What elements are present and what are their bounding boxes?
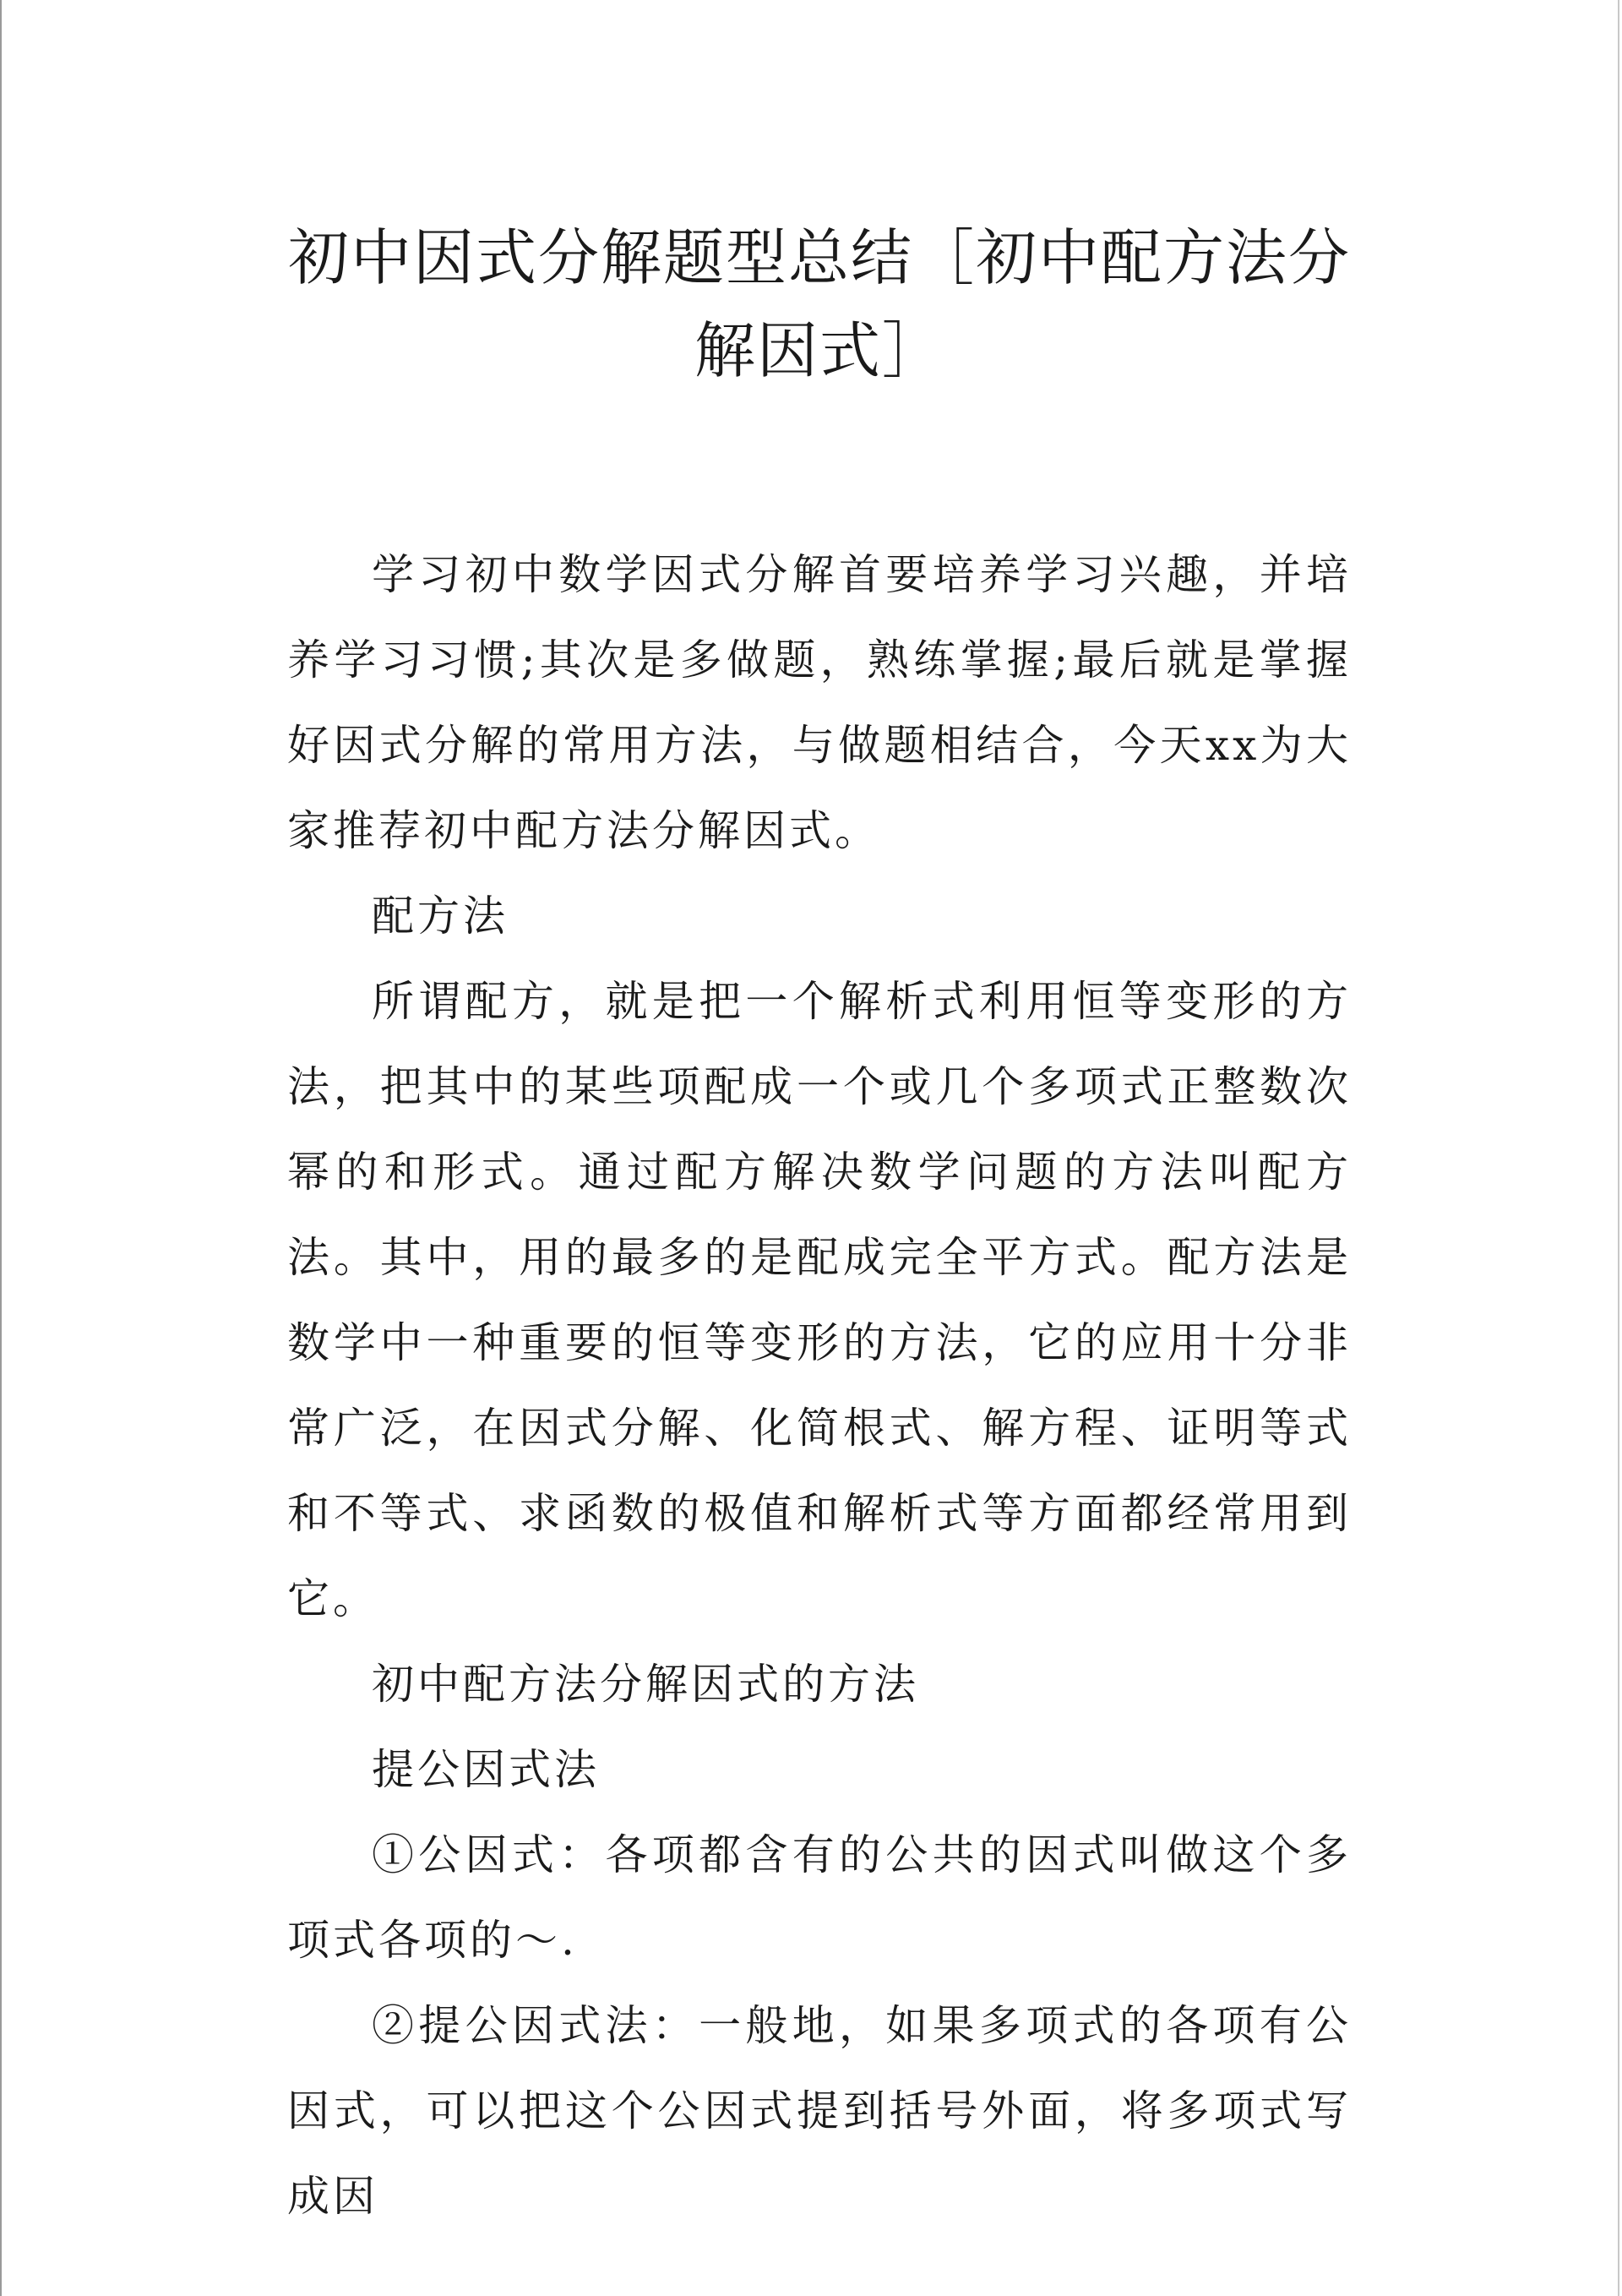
heading-common-factor: 提公因式法 <box>372 1745 600 1794</box>
paragraph-intro: 学习初中数学因式分解首要培养学习兴趣，并培养学习习惯;其次是多做题，熟练掌握;最后就是掌握好因式分解的常用方法，与做题相结合，今天xx为大家推荐初中配方法分解因式。 <box>287 550 1352 855</box>
document-body <box>287 211 1352 2239</box>
paragraph-definition: 所谓配方，就是把一个解析式利用恒等变形的方法，把其中的某些项配成一个或几个多项式正整数次幂的和形式。通过配方解决数学问题的方法叫配方法。其中，用的最多的是配成完全平方式。配方法是数学中一种重要的恒等变形的方法，它的应用十分非常广泛，在因式分解、化简根式、解方程、证明等式和不等式、求函数的极值和解析式等方面都经常用到它。 <box>287 977 1352 1623</box>
paragraph-common-factor-method: ②提公因式法：一般地，如果多项式的各项有公因式，可以把这个公因式提到括号外面，将多项式写成因 <box>287 2001 1352 2221</box>
document-title: 初中因式分解题型总结［初中配方法分解因式］ <box>287 222 1351 386</box>
document-text <box>287 532 1352 2239</box>
paragraph-common-factor-def: ①公因式：各项都含有的公共的因式叫做这个多项式各项的～. <box>287 1830 1352 1965</box>
heading-method: 配方法 <box>372 892 509 941</box>
heading-methods-list: 初中配方法分解因式的方法 <box>372 1660 919 1709</box>
